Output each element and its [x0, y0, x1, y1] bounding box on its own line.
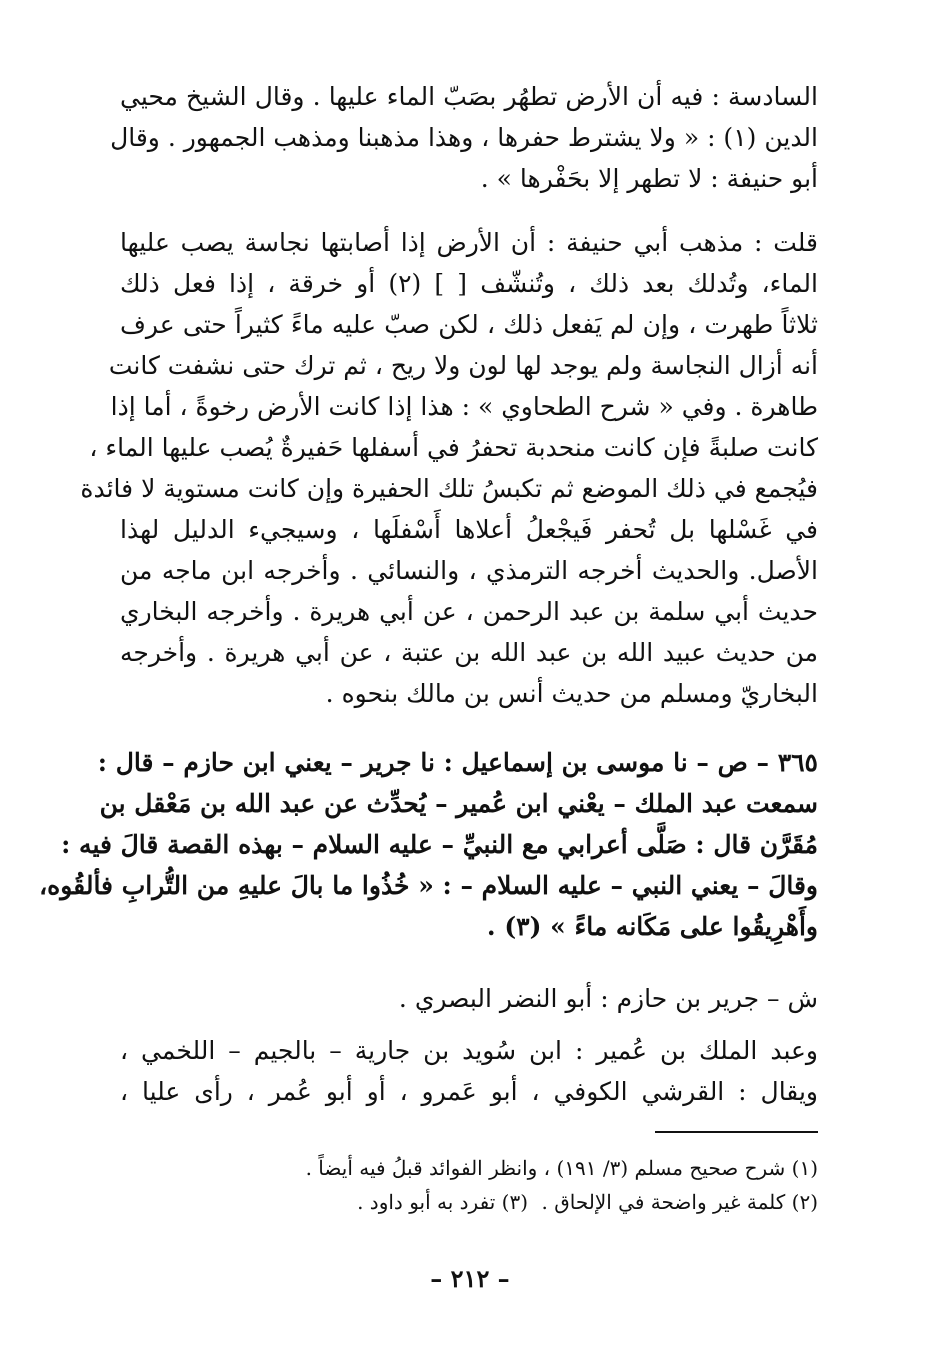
text-line: من حديث عبيد الله بن عبد الله بن عتبة ، عن أبي هريرة . وأخرجه	[120, 638, 818, 667]
footnote-2: (٢) كلمة غير واضحة في الإلحاق .	[541, 1190, 818, 1214]
text-line: قلت : مذهب أبي حنيفة : أن الأرض إذا أصابتها نجاسة يصب عليها	[120, 228, 818, 257]
text-line: ثلاثاً طهرت ، وإن لم يَفعل ذلك ، لكن صبّ عليه ماءً كثيراً حتى عرف	[120, 310, 818, 339]
text-line: أبو حنيفة : لا تطهر إلا بحَفْرها » .	[480, 164, 818, 193]
paragraph-qultu	[80, 222, 818, 714]
paragraph-hadith-365	[39, 742, 818, 947]
text-line: ٣٦٥ – ص – نا موسى بن إسماعيل : نا جرير – يعني ابن حازم – قال :	[97, 748, 818, 777]
paragraph-abdulmalik	[120, 1030, 818, 1112]
text-line: وعبد الملك بن عُمير : ابن سُويد بن جارية – بالجيم – اللخمي ،	[120, 1036, 818, 1065]
text-line: أنه أزال النجاسة ولم يوجد لها لون ولا ريح ، ثم ترك حتى نشفت كانت	[108, 351, 818, 380]
text-line: البخاريّ ومسلم من حديث أنس بن مالك بنحوه .	[325, 679, 818, 708]
text-line: طاهرة . وفي « شرح الطحاوي » : هذا إذا كانت الأرض رخوةً ، أما إذا	[110, 392, 818, 421]
text-line: كانت صلبةً فإن كانت منحدبة تحفرُ في أسفلها حَفيرةٌ يُصب عليها الماء ،	[89, 433, 818, 462]
text-line: الماء، وتُدلك بعد ذلك ، وتُنشّف [ ] (٢) أو خرقة ، إذا فعل ذلك	[120, 269, 818, 298]
text-line: الدين (١) : « ولا يشترط حفرها ، وهذا مذهبنا ومذهب الجمهور . وقال	[110, 123, 818, 152]
page-number: – ٢١٢ –	[430, 1264, 510, 1293]
text-line: ش – جرير بن حازم : أبو النضر البصري .	[398, 984, 818, 1013]
footnotes-row	[120, 1186, 818, 1218]
text-line: في غَسْلها بل تُحفر فَيجْعلُ أعلاها أَسْفلَها ، وسيجيء الدليل لهذا	[120, 515, 818, 544]
footnote-1: (١) شرح صحيح مسلم (٣/ ١٩١) ، وانظر الفوائد قبلُ فيه أيضاً .	[305, 1156, 818, 1180]
paragraph-sadisa	[110, 76, 818, 199]
paragraph-sharh	[120, 978, 818, 1019]
text-line: سمعت عبد الملك – يعْني ابن عُمير – يُحدِّث عن عبد الله بن مَعْقل بن	[99, 789, 818, 818]
text-line: حديث أبي سلمة بن عبد الرحمن ، عن أبي هريرة . وأخرجه البخاري	[120, 597, 818, 626]
text-line: السادسة : فيه أن الأرض تطهُر بصَبّ الماء عليها . وقال الشيخ محيي	[120, 82, 818, 111]
text-line: الأصل. والحديث أخرجه الترمذي ، والنسائي . وأخرجه ابن ماجه من	[120, 556, 818, 585]
text-line: مُقَرَّن قال : صَلَّى أعرابي مع النبيِّ – عليه السلام – بهذه القصة قالَ فيه :	[61, 830, 818, 859]
text-line: وأَهْرِيقُوا على مَكَانه ماءً » (٣) .	[486, 912, 818, 941]
text-line: فيُجمع في ذلك الموضع ثم تكبسُ تلك الحفيرة وإن كانت مستوية لا فائدة	[80, 474, 818, 503]
footnote-3: (٣) تفرد به أبو داود .	[357, 1190, 528, 1214]
text-line: ويقال : القرشي الكوفي ، أبو عَمرو ، أو أبو عُمر ، رأى عليا ،	[120, 1077, 818, 1106]
footnote-divider	[655, 1131, 818, 1133]
text-line: وقالَ – يعني النبي – عليه السلام – : « خُذُوا ما بالَ عليهِ من التُّرابِ فألقُوه،	[39, 871, 818, 900]
